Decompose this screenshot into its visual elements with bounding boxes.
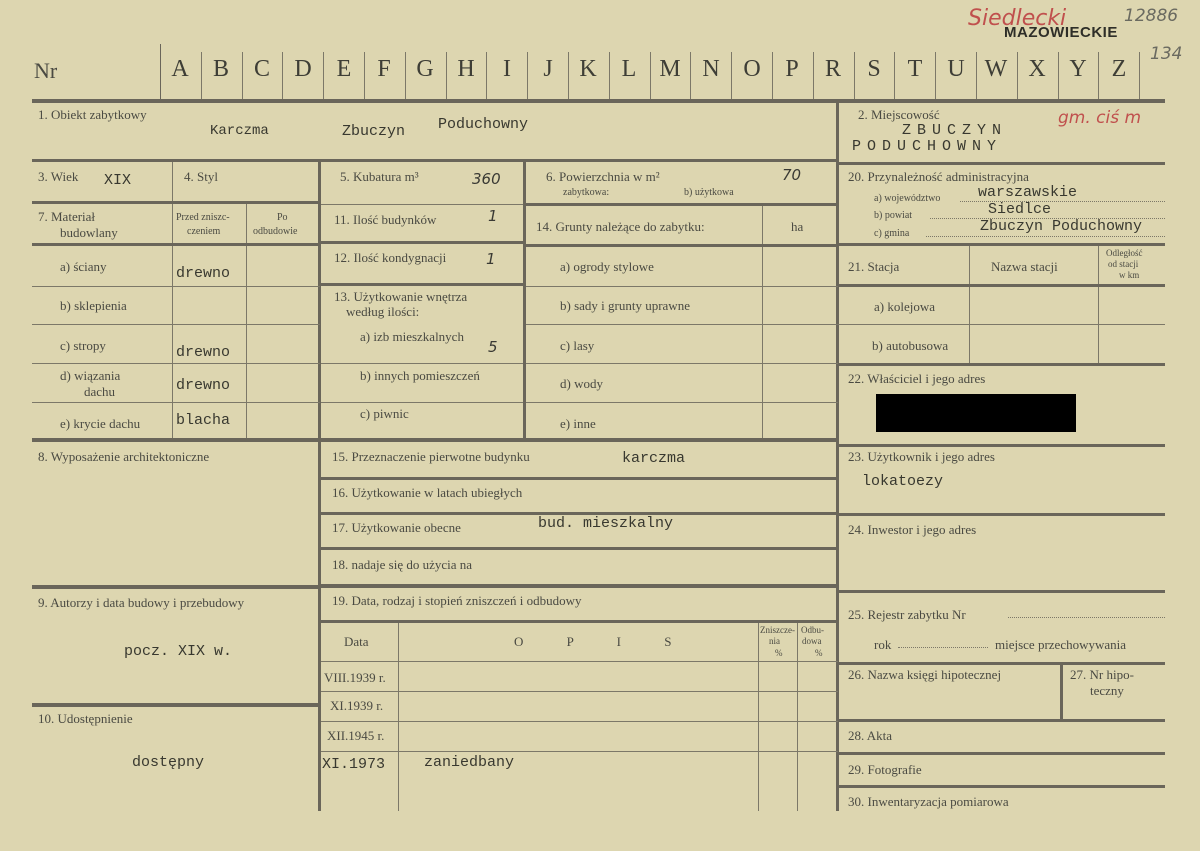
f28-label: 28. Akta: [848, 728, 893, 743]
index-letter-k: K: [579, 56, 597, 82]
f10-label: 10. Udostępnienie: [38, 711, 133, 726]
letter-separator: [854, 52, 855, 99]
f14-rule-d: [526, 402, 838, 403]
f7-header-rule: [32, 243, 320, 246]
f16-label: 16. Użytkowanie w latach ubiegłych: [332, 485, 523, 500]
f7-row-a-value: drewno: [176, 265, 231, 282]
f20-a-value: warszawskie: [978, 184, 1078, 201]
f23-value: lokatoezy: [862, 473, 944, 490]
f7-row-e-value: blacha: [176, 412, 231, 429]
f2-value-line1: ZBUCZYN: [902, 122, 1008, 139]
f19-col-z-2: nia: [769, 636, 780, 646]
f19-col-o: Odbu-: [801, 625, 824, 635]
f13-b-label: b) innych pomieszczeń: [360, 368, 480, 383]
f13-a-rule: [321, 363, 523, 364]
header-bottom-rule: [32, 99, 1165, 103]
f2-red-note: gm. ciś m: [1058, 108, 1142, 128]
f21-b-label: b) autobusowa: [872, 338, 949, 353]
letter-separator: [364, 52, 365, 99]
f19-date-divider: [398, 623, 399, 811]
letter-separator: [446, 52, 447, 99]
letter-separator: [242, 52, 243, 99]
index-letter-a: A: [171, 56, 189, 82]
index-letter-d: D: [294, 56, 312, 82]
index-letter-n: N: [702, 56, 720, 82]
f7-label-2: budowlany: [60, 225, 118, 240]
f21-col1-divider: [969, 246, 970, 363]
rule-after-row-materials: [32, 438, 838, 442]
f3-value: XIX: [104, 172, 132, 189]
index-letter-x: X: [1028, 56, 1046, 82]
letter-separator: [690, 52, 691, 99]
letter-separator: [160, 44, 161, 99]
f23-label: 23. Użytkownik i jego adres: [848, 449, 995, 464]
f29-label: 29. Fotografie: [848, 762, 922, 777]
f14-item-c: c) lasy: [560, 338, 595, 353]
f29-bottom: [838, 785, 1165, 788]
pencil-number: 12886: [1124, 6, 1179, 26]
f18-label: 18. nadaje się do użycia na: [332, 557, 473, 572]
f6-sub-uzytkowa: b) użytkowa: [684, 187, 734, 198]
index-letter-s: S: [867, 56, 881, 82]
f7-row-e-label: e) krycie dachu: [60, 416, 141, 431]
f15-label: 15. Przeznaczenie pierwotne budynku: [332, 449, 530, 464]
pencil-number-2: 134: [1150, 44, 1183, 64]
f7-row-d-rule: [32, 402, 320, 403]
f25-label: 25. Rejestr zabytku Nr: [848, 607, 966, 622]
f25-rok-dots: [898, 647, 988, 649]
index-letter-c: C: [253, 56, 270, 82]
index-letter-t: T: [907, 56, 923, 82]
f7-row-b-rule: [32, 324, 320, 325]
f19-col-opis: O P I S: [514, 634, 692, 649]
f17-label: 17. Użytkowanie obecne: [332, 520, 461, 535]
f9-label: 9. Autorzy i data budowy i przebudowy: [38, 595, 245, 610]
f7-row-d-label: d) wiązania: [60, 368, 121, 383]
f7-col1-header: Przed zniszc-: [176, 212, 230, 223]
f19-z-divider: [758, 623, 759, 811]
f21-a-rule: [838, 324, 1165, 325]
f3-label: 3. Wiek: [38, 169, 79, 184]
f21-label: 21. Stacja: [848, 259, 900, 274]
f1-label: 1. Obiekt zabytkowy: [38, 107, 147, 122]
letter-separator: [894, 52, 895, 99]
f19-row2-date: XI.1939 r.: [330, 698, 384, 713]
f2-label: 2. Miejscowość: [858, 107, 940, 122]
f27-label: 27. Nr hipo-: [1070, 667, 1134, 682]
f8-label: 8. Wyposażenie architektoniczne: [38, 449, 210, 464]
index-letter-j: J: [543, 56, 553, 82]
f22-label: 22. Właściciel i jego adres: [848, 371, 986, 386]
f25-rok: rok: [874, 637, 892, 652]
f20-bottom: [838, 243, 1165, 246]
letter-separator: [1017, 52, 1018, 99]
f7-col1-header-2: czeniem: [187, 226, 221, 237]
f11-label: 11. Ilość budynków: [334, 212, 437, 227]
f19-col-z: Zniszcze-: [760, 625, 795, 635]
f1-value-poduchowny: Poduchowny: [438, 116, 529, 133]
f18-bottom: [321, 584, 838, 588]
f7-row-a-rule: [32, 286, 320, 287]
f27-label-2: teczny: [1090, 683, 1124, 698]
letter-separator: [405, 52, 406, 99]
f26-bottom: [838, 719, 1165, 722]
f21-col-distance: Odległość: [1106, 248, 1143, 258]
f21-col-distance-2: od stacji: [1108, 259, 1139, 269]
f14-item-d: d) wody: [560, 376, 603, 391]
letter-separator: [935, 52, 936, 99]
letter-separator: [772, 52, 773, 99]
index-letter-w: W: [984, 56, 1008, 82]
letter-separator: [527, 52, 528, 99]
f7-col2-header-2: odbudowie: [253, 226, 298, 237]
f14-rule-b: [526, 324, 838, 325]
f2-value-line2: PODUCHOWNY: [852, 138, 1003, 155]
letter-separator: [1098, 52, 1099, 99]
index-letter-z: Z: [1111, 56, 1127, 82]
f14-ha-divider: [762, 206, 763, 440]
f19-head-rule: [321, 661, 838, 662]
f21-bottom: [838, 363, 1165, 366]
f7-row-d-label-2: dachu: [84, 384, 116, 399]
f14-rule-a: [526, 286, 838, 287]
f7-label: 7. Materiał: [38, 209, 96, 224]
f20-c-value: Zbuczyn Poduchowny: [980, 218, 1143, 235]
letter-separator: [568, 52, 569, 99]
f11-value: 1: [488, 207, 498, 225]
f19-col-z-3: %: [775, 648, 783, 658]
f7-row-c-label: c) stropy: [60, 338, 106, 353]
f19-row1-date: VIII.1939 r.: [324, 670, 386, 685]
f13-label: 13. Użytkowanie wnętrza: [334, 289, 468, 304]
f5-bottom: [321, 204, 523, 205]
f11-bottom: [321, 241, 523, 244]
f28-bottom: [838, 752, 1165, 755]
f25-miejsce: miejsce przechowywania: [995, 637, 1127, 652]
f19-row3-rule: [321, 751, 838, 752]
f24-bottom: [838, 590, 1165, 593]
f26-label: 26. Nazwa księgi hipotecznej: [848, 667, 1002, 682]
f8-bottom: [32, 585, 320, 589]
f7-col2-divider: [246, 204, 247, 440]
f21-col2-divider: [1098, 246, 1099, 363]
f25-bottom: [838, 662, 1165, 665]
index-letter-i: I: [503, 56, 511, 82]
divider-right-column: [836, 103, 839, 811]
f13-a-value: 5: [488, 338, 498, 356]
f20-c-dots: [926, 236, 1165, 238]
index-letter-r: R: [824, 56, 841, 82]
f21-col-name: Nazwa stacji: [991, 259, 1058, 274]
f12-label: 12. Ilość kondygnacji: [334, 250, 447, 265]
rule-after-row1: [32, 159, 838, 162]
letter-separator: [1058, 52, 1059, 99]
f19-label: 19. Data, rodzaj i stopień zniszczeń i odbudowy: [332, 593, 582, 608]
red-handwritten-note: Siedlecki: [968, 6, 1067, 31]
nr-label: Nr: [34, 58, 58, 83]
f10-value: dostępny: [132, 754, 205, 771]
index-letter-o: O: [743, 56, 761, 82]
f15-value: karczma: [622, 450, 686, 467]
f23-bottom: [838, 513, 1165, 516]
divider-col-left: [318, 162, 321, 811]
rule-after-f2: [838, 162, 1165, 165]
f14-rule-c: [526, 363, 838, 364]
f21-col-distance-3: w km: [1119, 270, 1140, 280]
index-letter-g: G: [416, 56, 434, 82]
f19-col-date: Data: [344, 634, 369, 649]
f19-row3-date: XII.1945 r.: [327, 728, 385, 743]
f14-unit: ha: [791, 219, 804, 234]
f13-a-label: a) izb mieszkalnych: [360, 329, 464, 344]
index-letter-y: Y: [1069, 56, 1087, 82]
f7-col2-header: Po: [277, 212, 288, 223]
letter-separator: [486, 52, 487, 99]
letter-separator: [976, 52, 977, 99]
f12-value: 1: [486, 250, 496, 268]
letter-separator: [323, 52, 324, 99]
f22-bottom: [838, 444, 1165, 447]
f12-bottom: [321, 283, 523, 286]
f7-row-c-value: drewno: [176, 344, 231, 361]
f3-f4-divider: [172, 162, 173, 202]
f9-value: pocz. XIX w.: [124, 643, 233, 660]
f25-dots: [1008, 617, 1165, 619]
rule-f7-top: [32, 201, 320, 204]
f7-row-a-label: a) ściany: [60, 259, 107, 274]
f19-row4-date: XI.1973: [322, 756, 386, 773]
index-letter-h: H: [457, 56, 475, 82]
f13-c-label: c) piwnic: [360, 406, 409, 421]
f26-f27-divider: [1060, 665, 1063, 721]
f30-label: 30. Inwentaryzacja pomiarowa: [848, 794, 1009, 809]
letter-separator: [609, 52, 610, 99]
f13-label-2: według ilości:: [346, 304, 420, 319]
f7-row-d-value: drewno: [176, 377, 231, 394]
f21-header-rule: [838, 284, 1165, 287]
f19-o-divider: [797, 623, 798, 811]
f19-col-o-3: %: [815, 648, 823, 658]
f14-item-a: a) ogrody stylowe: [560, 259, 654, 274]
f19-col-o-2: dowa: [802, 636, 822, 646]
f9-bottom: [32, 703, 320, 707]
f20-a-label: a) województwo: [874, 193, 941, 204]
f13-b-rule: [321, 402, 523, 403]
redacted-owner-block: [876, 394, 1076, 432]
index-letter-b: B: [212, 56, 229, 82]
index-letter-l: L: [621, 56, 637, 82]
f20-b-value: Siedlce: [988, 201, 1052, 218]
f7-row-b-label: b) sklepienia: [60, 298, 127, 313]
index-letter-m: M: [659, 56, 681, 82]
f1-value-karczma: Karczma: [210, 123, 269, 139]
index-letter-e: E: [336, 56, 352, 82]
f14-label: 14. Grunty należące do zabytku:: [536, 219, 705, 234]
f6-sub-zabytkowa: zabytkowa:: [563, 187, 610, 198]
f14-item-e: e) inne: [560, 416, 596, 431]
f7-row-c-rule: [32, 363, 320, 364]
letter-separator: [731, 52, 732, 99]
letter-separator: [201, 52, 202, 99]
f15-bottom: [321, 477, 838, 480]
f24-label: 24. Inwestor i jego adres: [848, 522, 977, 537]
f20-b-label: b) powiat: [874, 210, 913, 221]
f19-row2-rule: [321, 721, 838, 722]
f6-label: 6. Powierzchnia w m²: [546, 169, 660, 184]
f17-bottom: [321, 547, 838, 550]
index-letter-u: U: [947, 56, 965, 82]
f5-label: 5. Kubatura m³: [340, 169, 419, 184]
region-name: MAZOWIECKIE: [1004, 24, 1118, 41]
f19-row4-opis: zaniedbany: [424, 754, 515, 771]
f6-value: 70: [782, 166, 802, 184]
f14-header-rule: [526, 244, 838, 247]
letter-separator: [1139, 52, 1140, 99]
f19-row1-rule: [321, 691, 838, 692]
index-letter-f: F: [377, 56, 391, 82]
f14-item-b: b) sady i grunty uprawne: [560, 298, 690, 313]
f6-bottom: [526, 203, 838, 206]
f4-label: 4. Styl: [184, 169, 218, 184]
f20-label: 20. Przynależność administracyjna: [848, 169, 1029, 184]
letter-separator: [650, 52, 651, 99]
letter-separator: [282, 52, 283, 99]
f21-a-label: a) kolejowa: [874, 299, 936, 314]
f20-c-label: c) gmina: [874, 228, 910, 239]
letter-separator: [813, 52, 814, 99]
f1-value-zbuczyn: Zbuczyn: [342, 123, 406, 140]
f17-value: bud. mieszkalny: [538, 515, 674, 532]
index-letter-p: P: [785, 56, 799, 82]
f7-col1-divider: [172, 204, 173, 440]
f5-value: 360: [472, 170, 501, 188]
